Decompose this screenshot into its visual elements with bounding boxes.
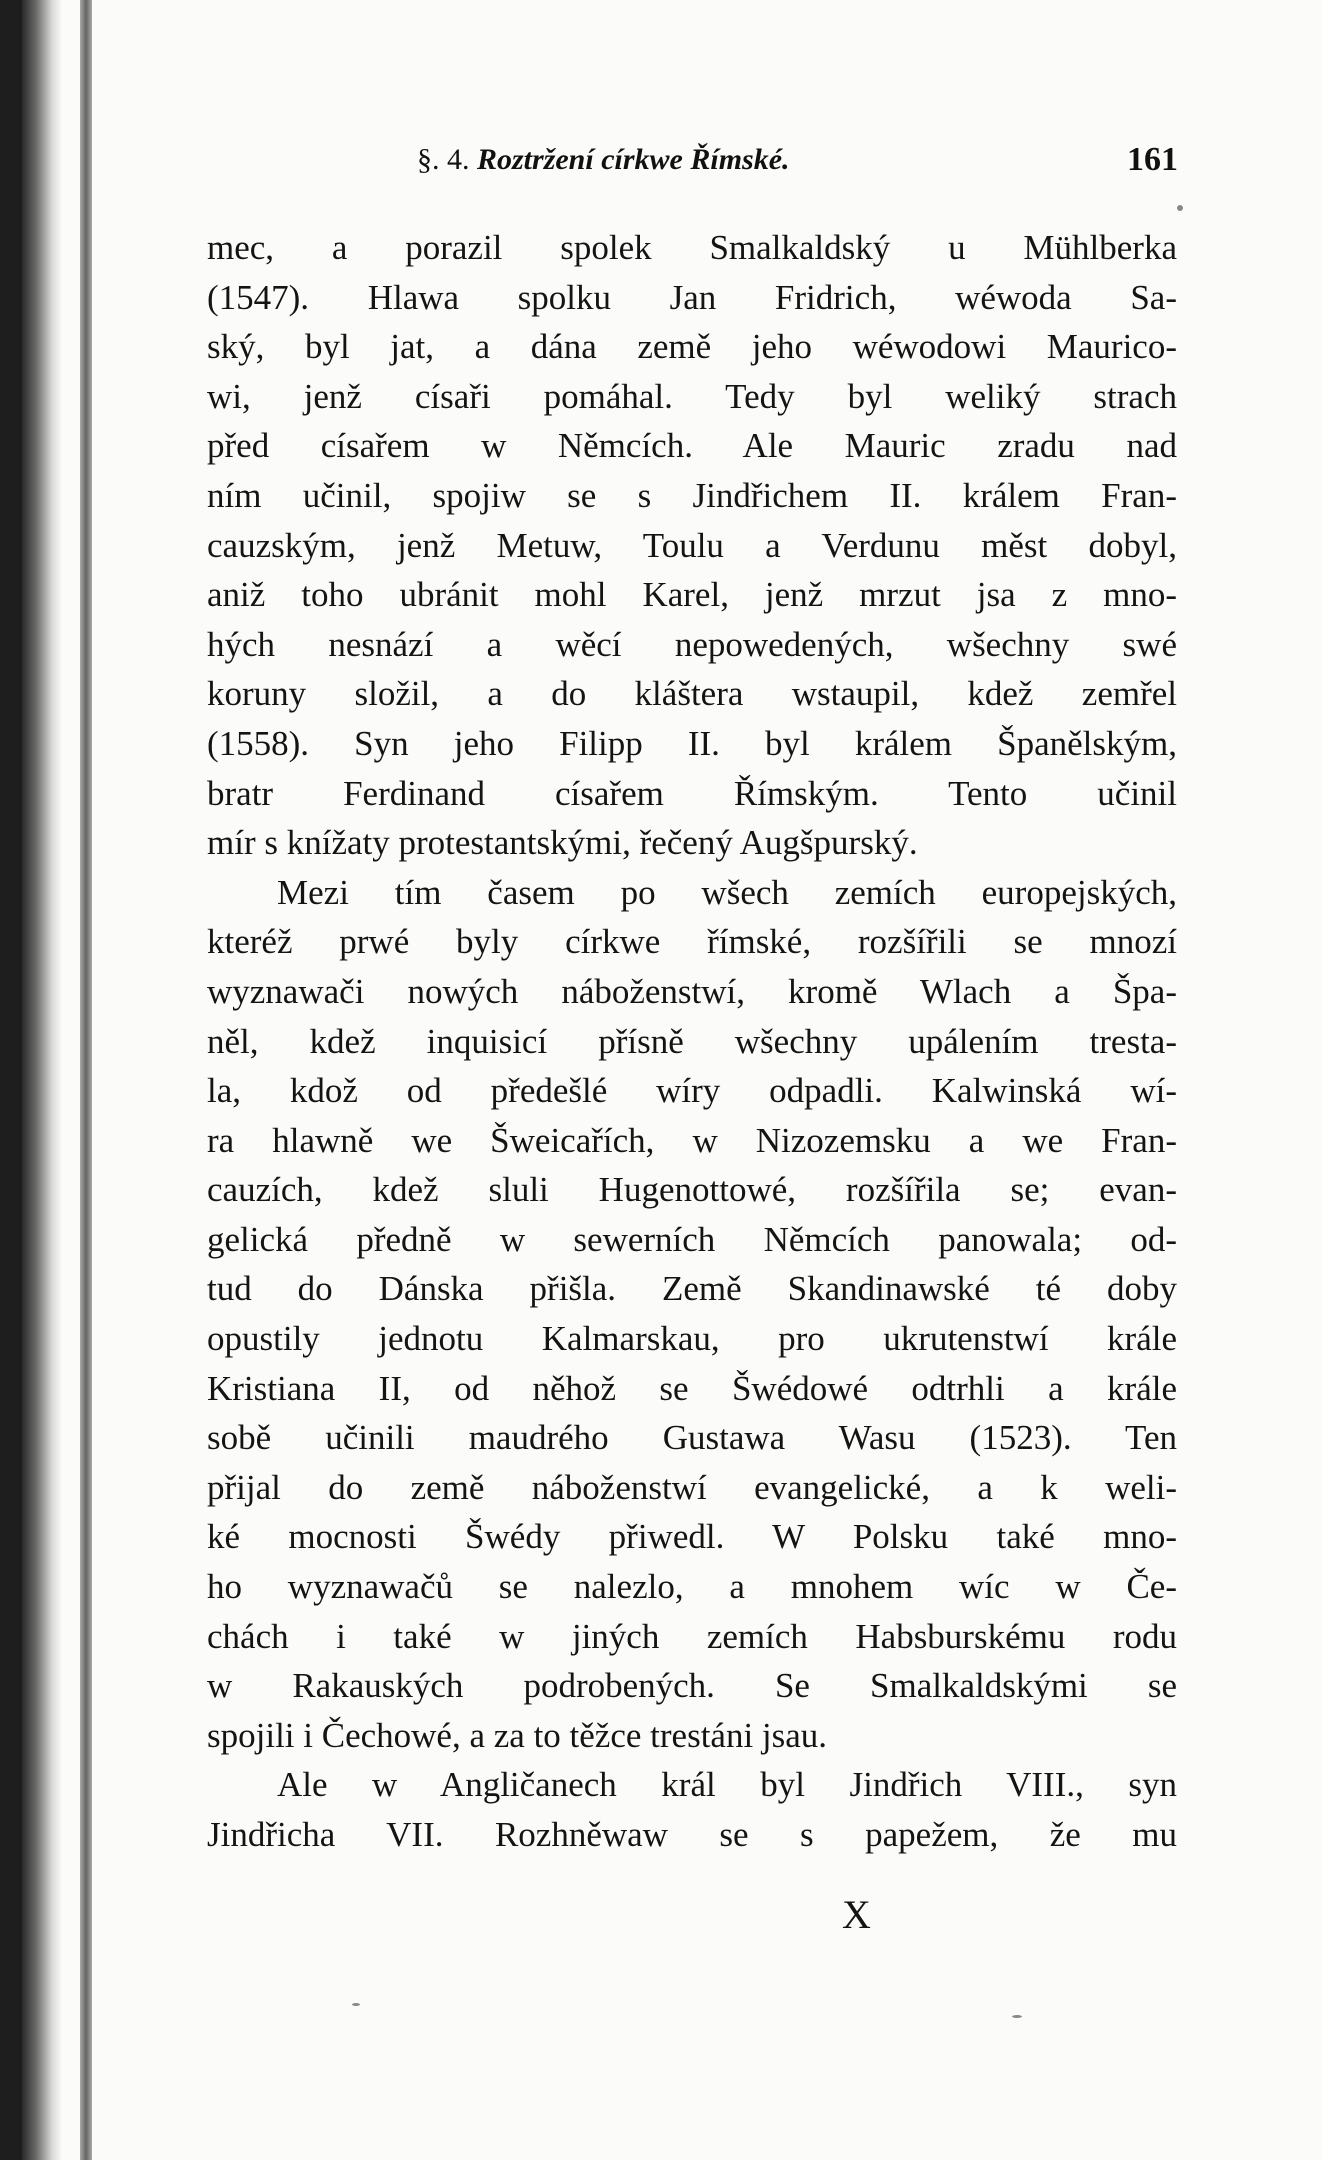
text-line: (1558). Syn jeho Filipp II. byl králem Španělským, (207, 723, 1177, 763)
binding-edge (80, 0, 92, 2160)
text-line: ním učinil, spojiw se s Jindřichem II. králem Fran- (207, 475, 1177, 515)
text-line: wyznawači nowých náboženstwí, kromě Wlach a Špa- (207, 971, 1177, 1011)
ink-speck (352, 2003, 360, 2006)
text-line: Jindřicha VII. Rozhněwaw se s papežem, že mu (207, 1815, 1177, 1854)
text-line: přijal do země náboženstwí evangelické, a k weli- (207, 1467, 1177, 1507)
text-line: la, kdož od předešlé wíry odpadli. Kalwinská wí- (207, 1071, 1177, 1111)
text-line: aniž toho ubránit mohl Karel, jenž mrzut jsa z mno- (207, 575, 1177, 615)
text-line: chách i také w jiných zemích Habsburskému rodu (207, 1616, 1177, 1656)
text-line: spojili i Čechowé, a za to těžce trestáni jsau. (207, 1715, 828, 1755)
section-number: §. 4. (417, 143, 470, 176)
text-line: tud do Dánska přišla. Země Skandinawské té doby (207, 1269, 1177, 1309)
text-line: ský, byl jat, a dána země jeho wéwodowi Maurico- (207, 327, 1177, 367)
page-number: 161 (1127, 141, 1178, 178)
text-line: kteréž prwé byly církwe římské, rozšířili se mnozí (207, 922, 1177, 962)
ink-speck (1012, 2015, 1022, 2018)
catchword-mark: X (842, 1892, 871, 1937)
text-line: cauzích, kdež sluli Hugenottowé, rozšířila se; evan- (207, 1170, 1177, 1210)
book-page (22, 0, 1322, 2160)
text-line: w Rakauských podrobených. Se Smalkaldskými se (207, 1666, 1177, 1706)
text-line: mec, a porazil spolek Smalkaldský u Mühlberka (207, 228, 1177, 267)
text-line: sobě učinili maudrého Gustawa Wasu (1523). Ten (207, 1418, 1177, 1458)
text-line: ho wyznawačů se nalezlo, a mnohem wíc w Če- (207, 1567, 1177, 1607)
text-line: gelická předně w sewerních Němcích panowala; od- (207, 1219, 1177, 1259)
text-line: bratr Ferdinand císařem Římským. Tento učinil (207, 773, 1177, 813)
text-line: Mezi tím časem po wšech zemích europejských, (277, 872, 1177, 912)
header-title (417, 140, 790, 180)
text-line: cauzským, jenž Metuw, Toulu a Verdunu měst dobyl, (207, 525, 1177, 565)
text-line: něl, kdež inquisicí přísně wšechny upálením tresta- (207, 1021, 1177, 1061)
chapter-title: Roztržení církwe Římské. (477, 143, 790, 176)
text-line: před císařem w Němcích. Ale Mauric zradu nad (207, 426, 1177, 466)
gutter-shadow (22, 0, 62, 2160)
text-line: mír s knížaty protestantskými, řečený Augšpurský. (207, 823, 918, 863)
running-header (22, 140, 1322, 190)
text-line: ké mocnosti Šwédy přiwedl. W Polsku také mno- (207, 1517, 1177, 1557)
body-text (207, 223, 1177, 1860)
ink-speck (1177, 205, 1183, 211)
text-line: koruny složil, a do kláštera wstaupil, kdež zemřel (207, 674, 1177, 714)
text-line: (1547). Hlawa spolku Jan Fridrich, wéwoda Sa- (207, 277, 1177, 317)
text-line: hých nesnází a wěcí nepowedených, wšechny swé (207, 624, 1177, 664)
text-line: Ale w Angličanech král byl Jindřich VIII., syn (277, 1765, 1177, 1805)
text-line: wi, jenž císaři pomáhal. Tedy byl weliký strach (207, 376, 1177, 416)
text-line: Kristiana II, od něhož se Šwédowé odtrhli a krále (207, 1368, 1177, 1408)
text-line: ra hlawně we Šweicařích, w Nizozemsku a we Fran- (207, 1120, 1177, 1160)
text-line: opustily jednotu Kalmarskau, pro ukrutenstwí krále (207, 1319, 1177, 1359)
